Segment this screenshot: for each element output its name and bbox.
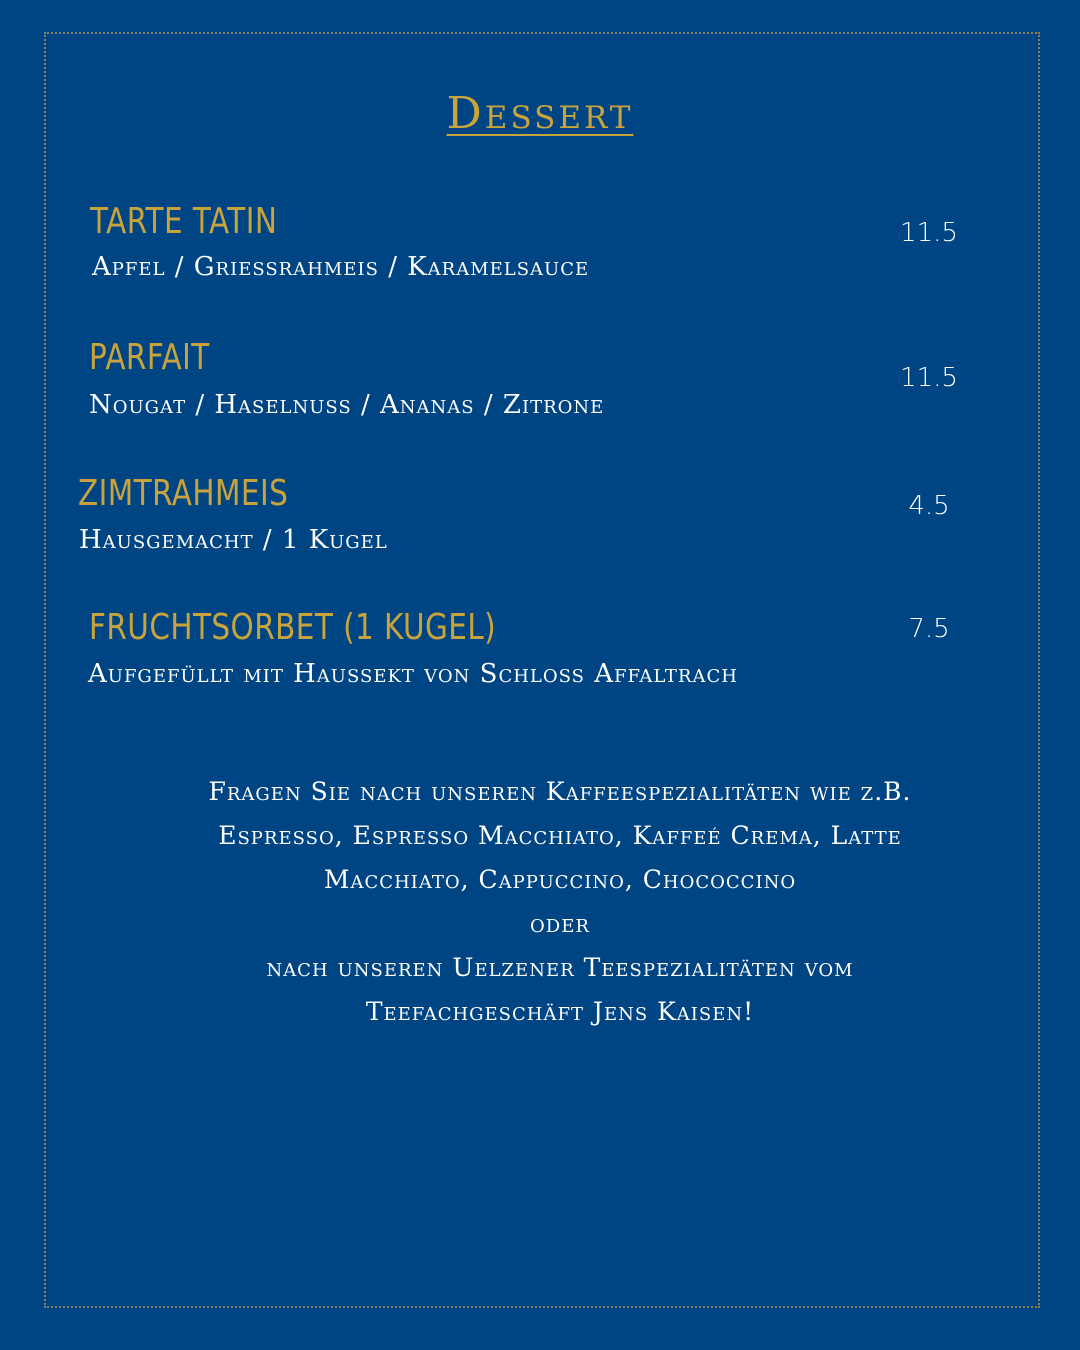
- menu-item-description: Nougat / Haselnuss / Ananas / Zitrone: [89, 390, 605, 420]
- menu-item-price: 4.5: [908, 491, 950, 521]
- note-line: Espresso, Espresso Macchiato, Kaffeé Crema, Latte: [218, 821, 902, 850]
- menu-item-name: TARTE TATIN: [90, 201, 278, 242]
- menu-item-price: 11.5: [900, 218, 958, 248]
- menu-item-description: Apfel / Griessrahmeis / Karamelsauce: [92, 252, 590, 282]
- menu-item-price: 7.5: [908, 614, 950, 644]
- menu-item-tarte-tatin: [0, 201, 1080, 304]
- note-line: Teefachgeschäft Jens Kaisen!: [365, 997, 755, 1026]
- note-line: Macchiato, Cappuccino, Chococcino: [323, 865, 797, 894]
- menu-item-name: FRUCHTSORBET (1 KUGEL): [89, 607, 497, 648]
- menu-item-fruchtsorbet: [0, 607, 1080, 710]
- beverage-note: [150, 770, 970, 1034]
- menu-item-description: Aufgefüllt mit Haussekt von Schloss Affaltrach: [88, 659, 738, 689]
- menu-item-price: 11.5: [900, 363, 958, 393]
- note-line: Fragen Sie nach unseren Kaffeespezialitäten wie z.B.: [208, 777, 912, 806]
- menu-item-parfait: [0, 337, 1080, 440]
- page-title: Dessert: [446, 88, 634, 139]
- menu-item-zimtrahmeis: [0, 473, 1080, 576]
- menu-item-description: Hausgemacht / 1 Kugel: [79, 525, 388, 555]
- note-line: nach unseren Uelzener Teespezialitäten vom: [266, 953, 854, 982]
- menu-item-name: ZIMTRAHMEIS: [78, 473, 289, 514]
- menu-item-name: PARFAIT: [89, 337, 210, 378]
- note-line: oder: [530, 909, 590, 938]
